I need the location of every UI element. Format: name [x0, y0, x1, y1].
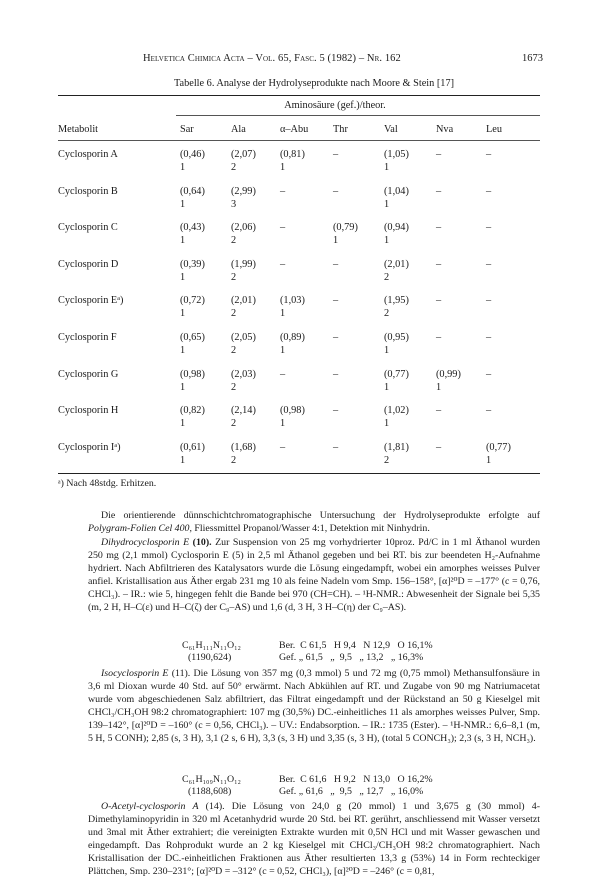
- table-cell: [180, 331, 205, 357]
- column-header: Ala: [231, 124, 246, 135]
- found-value: (0,46): [180, 149, 205, 160]
- table-cell: [333, 404, 338, 430]
- found-value: –: [436, 258, 442, 270]
- column-header: α–Abu: [280, 124, 309, 135]
- theor-value: 2: [231, 235, 237, 247]
- found-value: –: [486, 332, 492, 343]
- found-value: (1,81): [384, 441, 409, 453]
- theor-value: [333, 345, 338, 357]
- formula-2-values: Ber. C 61,6 H 9,2 N 13,0 O 16,2% Gef. „ 61,6 „ 9,5 „ 12,7 „ 16,0%: [279, 774, 433, 797]
- found-value: (2,05): [231, 332, 256, 343]
- found-value: (1,03): [280, 295, 305, 307]
- theor-value: [436, 345, 441, 357]
- paragraph-acetyl: O-Acetyl-cyclosporin A (14). Die Lösung von 24,0 g (20 mmol) 1 und 3,675 g (30 mmol) 4-Dimethylaminopyridin in 320 ml Acetanhydrid wurde 20 Std. bei RT. gerührt, anschliessend mit Wasser versetzt und 3mal mit Äther extrahiert; die vereinigten Extrakte wurden mit 0,5N HCl und mit Wasser gewaschen und eingedampft. Das Rohprodukt wurde an 2 kg Kieselgel mit CHCl₃/CH₃OH 98:2 chromatographiert. Nach Kristallisation der DC.-einheitlichen Fraktionen aus Äther resultierten 13,3 g (53%) 14 in Form rechteckiger Plättchen, Smp. 230–231°; [α]²⁰D = –312° (c = 0,52, CHCl₃), [α]²⁰D = –246° (c = 0,81,: [88, 801, 540, 878]
- theor-value: [436, 455, 441, 467]
- theor-value: 3: [231, 198, 237, 210]
- found-value: –: [333, 258, 339, 270]
- table-cell: [486, 294, 491, 320]
- column-header: Val: [384, 124, 398, 135]
- table-cell: [180, 258, 205, 284]
- theor-value: [486, 199, 491, 211]
- theor-value: 1: [180, 235, 186, 247]
- theor-value: 1: [180, 308, 186, 320]
- found-value: –: [486, 149, 492, 160]
- compound-title: Isocyclosporin E: [101, 668, 169, 679]
- theor-value: [436, 199, 441, 211]
- found-value: (0,81): [280, 149, 305, 160]
- theor-value: 1: [384, 162, 390, 173]
- theor-value: [436, 308, 441, 320]
- table-cell: [436, 331, 441, 357]
- metabolite-name: Cyclosporin Eᵃ): [58, 295, 124, 307]
- theor-value: 1: [180, 381, 186, 393]
- theor-value: [486, 272, 491, 284]
- table-cell: [280, 148, 305, 174]
- found-value: –: [280, 441, 286, 453]
- found-value: (2,03): [231, 368, 256, 380]
- found-value: –: [486, 295, 492, 307]
- metabolite-name: Cyclosporin D: [58, 258, 119, 270]
- table-cell: [333, 294, 338, 320]
- found-value: (0,95): [384, 332, 409, 343]
- found-value: –: [333, 405, 339, 417]
- found-value: (0,65): [180, 332, 205, 343]
- theor-value: 1: [180, 271, 186, 283]
- theor-value: 1: [486, 454, 492, 466]
- found-value: –: [333, 295, 339, 307]
- theor-value: 2: [384, 308, 390, 320]
- found-value: (2,06): [231, 222, 256, 234]
- table-cell: [333, 148, 338, 174]
- table-cell: [231, 441, 256, 467]
- found-value: (0,64): [180, 185, 205, 197]
- metabolite-name: Cyclosporin Iᵃ): [58, 441, 121, 453]
- table-cell: [436, 294, 441, 320]
- table-cell: [333, 258, 338, 284]
- found-value: –: [280, 368, 286, 380]
- found-value: (1,04): [384, 185, 409, 197]
- table-cell: [436, 441, 441, 467]
- theor-value: 2: [231, 271, 237, 283]
- found-value: (0,77): [486, 441, 511, 453]
- theor-value: 2: [384, 271, 390, 283]
- theor-value: [333, 162, 338, 174]
- table-cell: [180, 221, 205, 247]
- table-cell: [231, 404, 256, 430]
- column-header: Leu: [486, 124, 503, 135]
- found-value: (2,14): [231, 405, 256, 417]
- table-cell: [384, 331, 409, 357]
- theor-value: [280, 455, 285, 467]
- found-value: –: [333, 332, 339, 343]
- theor-value: 1: [384, 198, 390, 210]
- table-cell: [180, 185, 205, 211]
- table-cell: [231, 148, 256, 174]
- theor-value: 1: [280, 418, 286, 430]
- table-cell: [486, 331, 491, 357]
- found-value: –: [436, 332, 442, 343]
- found-value: (1,68): [231, 441, 256, 453]
- table-cell: [384, 441, 409, 467]
- found-value: (0,99): [436, 368, 461, 380]
- column-header: Metabolit: [58, 124, 99, 135]
- table-cell: [231, 294, 256, 320]
- table-cell: [384, 258, 409, 284]
- found-value: –: [333, 149, 339, 160]
- table-caption: Tabelle 6. Analyse der Hydrolyseprodukte nach Moore & Stein [17]: [173, 78, 455, 89]
- theor-value: [333, 272, 338, 284]
- found-value: –: [486, 258, 492, 270]
- found-value: (0,79): [333, 222, 358, 234]
- formula-1-values: Ber. C 61,5 H 9,4 N 12,9 O 16,1% Gef. „ 61,5 „ 9,5 „ 13,2 „ 16,3%: [279, 640, 433, 663]
- theor-value: [333, 382, 338, 394]
- theor-value: [280, 272, 285, 284]
- table-cell: [280, 221, 285, 247]
- found-value: –: [333, 185, 339, 197]
- theor-value: 1: [384, 381, 390, 393]
- theor-value: [333, 455, 338, 467]
- table-cell: [486, 148, 491, 174]
- theor-value: [333, 199, 338, 211]
- metabolite-name: Cyclosporin B: [58, 185, 118, 197]
- found-value: (0,43): [180, 222, 205, 234]
- found-value: –: [486, 185, 492, 197]
- found-value: (1,02): [384, 405, 409, 417]
- theor-value: [280, 382, 285, 394]
- table-cell: [436, 404, 441, 430]
- theor-value: [486, 162, 491, 174]
- theor-value: 1: [384, 418, 390, 430]
- table-cell: [333, 221, 358, 247]
- table-cell: [180, 148, 205, 174]
- found-value: –: [280, 222, 286, 234]
- table-cell: [384, 294, 409, 320]
- found-value: (0,98): [280, 405, 305, 417]
- theor-value: [436, 235, 441, 247]
- found-value: (1,95): [384, 295, 409, 307]
- table-cell: [486, 185, 491, 211]
- theor-value: 2: [231, 381, 237, 393]
- metabolite-name: Cyclosporin F: [58, 332, 117, 343]
- table-cell: [231, 331, 256, 357]
- found-value: –: [333, 441, 339, 453]
- table-cell: [333, 368, 338, 394]
- found-value: –: [280, 258, 286, 270]
- theor-value: 1: [180, 345, 186, 356]
- theor-value: [436, 272, 441, 284]
- formula-2-left: C₆₁H₁₀₉N₁₁O₁₂ (1188,608): [182, 774, 241, 797]
- table-cell: [180, 404, 205, 430]
- table-cell: [436, 221, 441, 247]
- found-value: –: [333, 368, 339, 380]
- theor-value: 1: [436, 381, 442, 393]
- table-top-rule: [58, 95, 540, 96]
- found-value: (0,72): [180, 295, 205, 307]
- table-cell: [333, 185, 338, 211]
- theor-value: [486, 418, 491, 430]
- paragraph-iso: Isocyclosporin E (11). Die Lösung von 357 mg (0,3 mmol) 5 und 72 mg (0,75 mmol) Methansulfonsäure in 3,6 ml Dioxan wurde 40 Std. auf 50° erwärmt. Nach Abkühlen auf RT. und Zugabe von 90 mg Natriumacetat wurde vom abgeschiedenen Salz abfiltriert, das Filtrat eingedampft und der Rückstand an 50 g Kieselgel mit CHCl₃/CH₃OH 98:2 chromatographiert: 107 mg (30,5%) DC.-einheitliches 11 als amorphes weisses Pulver, Smp. 139–142°, [α]²⁰D = –160° (c = 0,56, CHCl₃). – UV.: Endabsorption. – IR.: 1735 (Ester). – ¹H-NMR.: 6,6–8,1 (m, 5 H, 5 CONH); 2,85 (s, 3 H), 3,1 (2 s, 6 H), 3,3 (s, 3 H) und 3,35 (s, 3 H), (total 5 CONCH₃); 2,3 (s, 3 H, NCH₃).: [88, 668, 540, 745]
- table-cell: [280, 185, 285, 211]
- table-cell: [436, 185, 441, 211]
- theor-value: [436, 418, 441, 430]
- theor-value: [486, 382, 491, 394]
- metabolite-name: Cyclosporin G: [58, 368, 119, 380]
- table-cell: [384, 368, 409, 394]
- found-value: (0,98): [180, 368, 205, 380]
- metabolite-name: Cyclosporin H: [58, 405, 119, 417]
- found-value: –: [436, 405, 442, 417]
- table-cell: [231, 258, 256, 284]
- table-cell: [384, 185, 409, 211]
- theor-value: [333, 418, 338, 430]
- table-cell: [384, 221, 409, 247]
- theor-value: [280, 199, 285, 211]
- found-value: (0,82): [180, 405, 205, 417]
- theor-value: [436, 162, 441, 174]
- theor-value: 1: [280, 162, 286, 173]
- polygram-italic: Polygram-Folien Cel 400,: [88, 523, 192, 535]
- column-header: Sar: [180, 124, 194, 135]
- table-cell: [180, 441, 205, 467]
- found-value: (0,39): [180, 258, 205, 270]
- found-value: –: [436, 149, 442, 160]
- theor-value: 1: [280, 345, 286, 356]
- found-value: (2,99): [231, 185, 256, 197]
- paragraph-dihydro: Dihydrocyclosporin E (10). Zur Suspension von 25 mg vorhydrierter 10proz. Pd/C in 1 ml Äthanol wurden 250 mg (2,1 mmol) Cyclosporin E (5) in 2,5 ml Äthanol gegeben und bei RT. bis zur beendeten H₂-Aufnahme hydriert. Nach Abfiltrieren des Katalysators wurde die Lösung eingedampft, wobei ein amorphes weisses Pulver anfiel. Kristallisation aus Äther ergab 231 mg 10 als feine Nadeln vom Smp. 156–158°, [α]²⁰D = –177° (c = 0,76, CHCl₃). – IR.: wie 5, hingegen fehlt die Bande bei 970 (CH=CH). – ¹H-NMR.: Abwesenheit der Signale bei 5,35 (m, 2 H, H–C(ε) und H–C(ζ) der C₉–AS) und 1,6 (d, 3 H, 3 H–C(η) der C₉–AS).: [88, 537, 541, 614]
- table-cell: [486, 368, 491, 394]
- theor-value: [486, 235, 491, 247]
- table-bottom-rule: [58, 473, 540, 474]
- found-value: (0,61): [180, 441, 205, 453]
- compound-title: O-Acetyl-cyclosporin A: [101, 801, 199, 812]
- table-cell: [280, 404, 305, 430]
- table-cell: [231, 221, 256, 247]
- theor-value: 2: [231, 162, 237, 173]
- table-cell: [280, 331, 305, 357]
- found-value: –: [436, 441, 442, 453]
- found-value: –: [486, 368, 492, 380]
- table-cell: [436, 258, 441, 284]
- metabolite-name: Cyclosporin A: [58, 149, 118, 160]
- table-cell: [436, 368, 461, 394]
- table-cell: [384, 404, 409, 430]
- found-value: –: [486, 222, 492, 234]
- page-number: 1673: [522, 53, 543, 64]
- theor-value: [486, 345, 491, 357]
- found-value: (2,01): [231, 295, 256, 307]
- found-value: –: [280, 185, 286, 197]
- table-cell: [486, 404, 491, 430]
- metabolite-name: Cyclosporin C: [58, 222, 118, 234]
- found-value: –: [436, 185, 442, 197]
- theor-value: 2: [231, 454, 237, 466]
- theor-value: 1: [180, 198, 186, 210]
- theor-value: 2: [384, 454, 390, 466]
- table-cell: [180, 294, 205, 320]
- theor-value: 1: [180, 418, 186, 430]
- theor-value: 1: [333, 235, 339, 247]
- column-header: Thr: [333, 124, 348, 135]
- group-header: Aminosäure (gef.)/theor.: [284, 100, 386, 111]
- formula-1-left: C₆₁H₁₁₁N₁₁O₁₂ (1190,624): [182, 640, 241, 663]
- found-value: (0,89): [280, 332, 305, 343]
- theor-value: [280, 235, 285, 247]
- table-cell: [180, 368, 205, 394]
- group-rule: [176, 115, 540, 116]
- theor-value: 1: [180, 454, 186, 466]
- table-cell: [280, 294, 305, 320]
- table-cell: [280, 368, 285, 394]
- found-value: –: [436, 222, 442, 234]
- found-value: (0,94): [384, 222, 409, 234]
- header-rule: [58, 140, 540, 141]
- table-cell: [333, 441, 338, 467]
- theor-value: [486, 308, 491, 320]
- theor-value: 1: [384, 345, 390, 356]
- table-cell: [436, 148, 441, 174]
- found-value: (1,99): [231, 258, 256, 270]
- table-cell: [280, 258, 285, 284]
- theor-value: 2: [231, 308, 237, 320]
- theor-value: 2: [231, 345, 237, 356]
- journal-title: Helvetica Chimica Acta – Vol. 65, Fasc. 5 (1982) – Nr. 162: [143, 53, 401, 64]
- found-value: (1,05): [384, 149, 409, 160]
- table-cell: [231, 185, 256, 211]
- table-cell: [486, 441, 511, 467]
- paragraph-tlc: Die orientierende dünnschichtchromatographische Untersuchung der Hydrolyseprodukte erfolgte auf Polygram-Folien Cel 400, Fliessmittel Propanol/Wasser 4:1, Detektion mit Ninhydrin.: [88, 510, 540, 535]
- table-cell: [486, 258, 491, 284]
- table-cell: [333, 331, 338, 357]
- compound-title: Dihydrocyclosporin E: [101, 537, 190, 548]
- theor-value: 1: [180, 162, 186, 173]
- table-cell: [384, 148, 409, 174]
- table-footnote: ᵃ) Nach 48stdg. Erhitzen.: [58, 478, 157, 489]
- theor-value: 1: [280, 308, 286, 320]
- theor-value: 2: [231, 418, 237, 430]
- theor-value: [333, 308, 338, 320]
- found-value: (2,07): [231, 149, 256, 160]
- found-value: (2,01): [384, 258, 409, 270]
- found-value: –: [486, 405, 492, 417]
- found-value: (0,77): [384, 368, 409, 380]
- column-header: Nva: [436, 124, 454, 135]
- found-value: –: [436, 295, 442, 307]
- table-cell: [231, 368, 256, 394]
- theor-value: 1: [384, 235, 390, 247]
- table-cell: [280, 441, 285, 467]
- table-cell: [486, 221, 491, 247]
